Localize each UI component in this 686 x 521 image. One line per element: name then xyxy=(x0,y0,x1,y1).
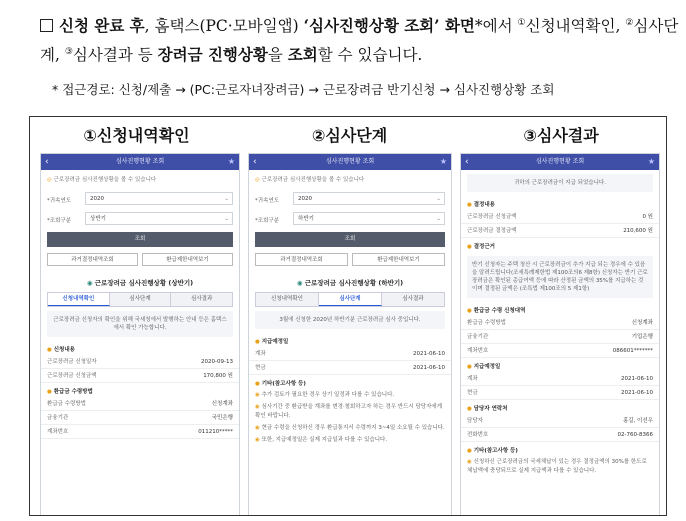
screens-frame xyxy=(29,116,667,516)
past-decisions-button[interactable]: 과거결정내역조회 xyxy=(255,253,348,266)
chevron-down-icon: ⌄ xyxy=(436,216,441,222)
panel-stage xyxy=(243,117,456,516)
table-row: 근로장려금 신청금액 0 원 xyxy=(461,210,659,224)
subhead: ● 기타(참고사항 등) xyxy=(467,448,518,454)
table-row: 현금 2021-06-10 xyxy=(461,386,659,400)
panel-title: ③심사결과 xyxy=(523,126,599,145)
tab-result[interactable]: 심사결과 xyxy=(171,293,232,306)
tab-bar xyxy=(255,292,445,307)
subhead: ● 지급예정일 xyxy=(467,364,501,370)
phone-screen xyxy=(460,153,660,516)
intro-text-4: *에서 xyxy=(474,17,518,35)
list-item: ◉ 신청하신 근로장려금의 국세체납이 있는 경우 결정금액의 30%를 한도로 체납액에 충당되므로 실제 지급액과 다를 수 있습니다. xyxy=(467,459,647,474)
intro-sup-2: ② xyxy=(625,18,634,28)
notice-message: 3월에 신청한 2020년 하반기분 근로장려금 심사 중입니다. xyxy=(255,311,445,329)
panel-title: ①신청내역확인 xyxy=(83,126,190,145)
phone-screen xyxy=(248,153,452,516)
tab-application[interactable]: 신청내역확인 xyxy=(48,293,110,306)
section-title: ◉ 근로장려금 심사진행상황 (하반기) xyxy=(296,279,404,287)
notes-list xyxy=(461,456,659,481)
table-row: 금융기관 국민은행 xyxy=(41,411,239,425)
panel-title: ②심사단계 xyxy=(311,126,388,145)
basis-text: 반기 신청자는 주택 청산 시 근로장려금이 추가 지급 되는 경우에 수 있음을 알려드립니다(조세특례제한법 제100조의6 제8항) 신청자는 반기 근로장려금은 확인된 총급여액 등에 따라 산정된 금액의 35%를 지급하는 것이며 결정된 금액은 (조특법 제100조의 5 제1항) xyxy=(467,256,653,298)
subhead: ● 담당자 연락처 xyxy=(467,406,508,412)
list-item: ◉ 추가 검토가 필요한 경우 상기 일정과 다를 수 있습니다. xyxy=(255,392,395,398)
query-button[interactable]: 조회 xyxy=(47,232,233,247)
intro-text-7: 심사결과 등 xyxy=(72,46,158,64)
intro-bold-3: ‘심사진행상황 조회’ 화면 xyxy=(303,16,475,35)
button-pair xyxy=(255,253,445,266)
table-row: 근로장려금 결정금액 210,600 원 xyxy=(461,224,659,238)
table-row: 환급금 수령방법 신청계좌 xyxy=(41,397,239,411)
refund-limit-button[interactable]: 환급제한내역보기 xyxy=(352,253,445,266)
year-field[interactable]: *귀속연도 2020 ⌄ xyxy=(47,192,233,208)
table-row: 환급금 수령방법 신청계좌 xyxy=(461,316,659,330)
table-row: 계좌 2021-06-10 xyxy=(249,347,451,361)
panel-application xyxy=(30,117,243,516)
app-bar xyxy=(249,154,451,170)
button-pair xyxy=(47,253,233,266)
list-item: ◉ 현금 수령을 신청하신 경우 환급통지서 수령까지 3~4일 소요될 수 있습니다. xyxy=(255,425,445,431)
intro-bold-10: 조회 xyxy=(287,45,318,64)
star-icon[interactable]: ★ xyxy=(439,157,447,166)
subhead: ● 환급금 수령 신청대역 xyxy=(467,308,526,314)
table-row: 근로장려금 신청일자 2020-09-13 xyxy=(41,355,239,369)
back-icon[interactable]: ‹ xyxy=(253,157,257,167)
table-row: 근로장려금 신청금액 170,800 원 xyxy=(41,369,239,383)
app-bar-title: 심사진행현황 조회 xyxy=(535,158,585,165)
access-path-note: * 접근경로: 신청/제출 → (PC:근로자녀장려금) → 근로장려금 반기신청 → 심사진행상황 조회 xyxy=(52,82,555,97)
tab-bar xyxy=(47,292,233,307)
subhead: ● 지급예정일 xyxy=(255,339,289,345)
table-row: 담당자 홍길, 이선우 xyxy=(461,414,659,428)
intro-sup-3: ③ xyxy=(64,47,73,57)
chevron-down-icon: ⌄ xyxy=(224,216,229,222)
chevron-down-icon: ⌄ xyxy=(224,196,229,202)
phone-screen xyxy=(40,153,240,516)
list-item: ◉ 또한, 지급예정일은 실제 지급일과 다를 수 있습니다. xyxy=(255,437,388,443)
tab-application[interactable]: 신청내역확인 xyxy=(256,293,319,306)
back-icon[interactable]: ‹ xyxy=(465,157,469,167)
app-bar-title: 심사진행현황 조회 xyxy=(115,158,165,165)
table-row: 현금 2021-06-10 xyxy=(249,361,451,375)
intro-paragraph xyxy=(40,10,680,68)
status-icon: ◉ xyxy=(296,279,303,287)
intro-text-9: 을 xyxy=(267,46,288,64)
info-text: ◎ 근로장려금 심사진행상황을 볼 수 있습니다 xyxy=(47,177,157,183)
subhead: ● 결정내용 xyxy=(467,202,495,208)
intro-text-11: 할 수 있습니다. xyxy=(317,46,423,64)
table-row: 전화번호 02-760-8366 xyxy=(461,428,659,442)
tab-stage[interactable]: 심사단계 xyxy=(110,293,172,306)
checkbox-icon xyxy=(40,19,53,32)
year-field[interactable]: *귀속연도 2020 ⌄ xyxy=(255,192,445,208)
subhead: ● 신청내용 xyxy=(47,347,75,353)
table-row: 계좌번호 011210***** xyxy=(41,425,239,439)
type-field[interactable]: *조회구분 상반기 ⌄ xyxy=(47,212,233,228)
intro-text-6: 심사단계, xyxy=(40,17,679,64)
type-field[interactable]: *조회구분 하반기 ⌄ xyxy=(255,212,445,228)
intro-text-2: , 홈택스(PC·모바일앱) xyxy=(144,17,304,35)
panel-result xyxy=(456,117,666,516)
info-text: ◎ 근로장려금 심사진행상황을 볼 수 있습니다 xyxy=(255,177,365,183)
intro-bold-8: 장려금 진행상황 xyxy=(157,45,268,64)
back-icon[interactable]: ‹ xyxy=(45,157,49,167)
star-icon[interactable]: ★ xyxy=(647,157,655,166)
table-row: 금융기관 기업은행 xyxy=(461,330,659,344)
notes-list xyxy=(249,389,451,450)
app-bar xyxy=(41,154,239,170)
query-button[interactable]: 조회 xyxy=(255,232,445,247)
intro-bold-1: 신청 완료 후 xyxy=(59,16,145,35)
intro-text-5: 신청내역확인, xyxy=(525,17,626,35)
subhead: ● 환급금 수령방법 xyxy=(47,389,93,395)
table-row: 계좌 2021-06-10 xyxy=(461,372,659,386)
tab-result[interactable]: 심사결과 xyxy=(382,293,444,306)
past-decisions-button[interactable]: 과거결정내역조회 xyxy=(47,253,138,266)
intro-sup-1: ① xyxy=(517,18,526,28)
chevron-down-icon: ⌄ xyxy=(436,196,441,202)
tab-stage[interactable]: 심사단계 xyxy=(319,293,382,306)
app-bar-title: 심사진행현황 조회 xyxy=(325,158,375,165)
refund-limit-button[interactable]: 환급제한내역보기 xyxy=(142,253,233,266)
status-icon: ◉ xyxy=(86,279,93,287)
notice-message: 근로장려금 신청자의 확인을 위해 국세청에서 발행하는 안내 등은 홈택스에서 확인 가능합니다. xyxy=(47,311,233,337)
notice-message: 귀하의 근로장려금이 지급 되었습니다. xyxy=(467,174,653,192)
star-icon[interactable]: ★ xyxy=(227,157,235,166)
list-item: ◉ 심사기간 중 환급받을 계좌를 변경·철회하고자 하는 경우 반드시 담당자에게 확인 바랍니다. xyxy=(255,404,443,419)
app-bar xyxy=(461,154,659,170)
table-row: 계좌번호 086601******* xyxy=(461,344,659,358)
section-title: ◉ 근로장려금 심사진행상황 (상반기) xyxy=(86,279,194,287)
subhead: ● 결정근거 xyxy=(467,244,495,250)
subhead: ● 기타(참고사항 등) xyxy=(255,381,306,387)
